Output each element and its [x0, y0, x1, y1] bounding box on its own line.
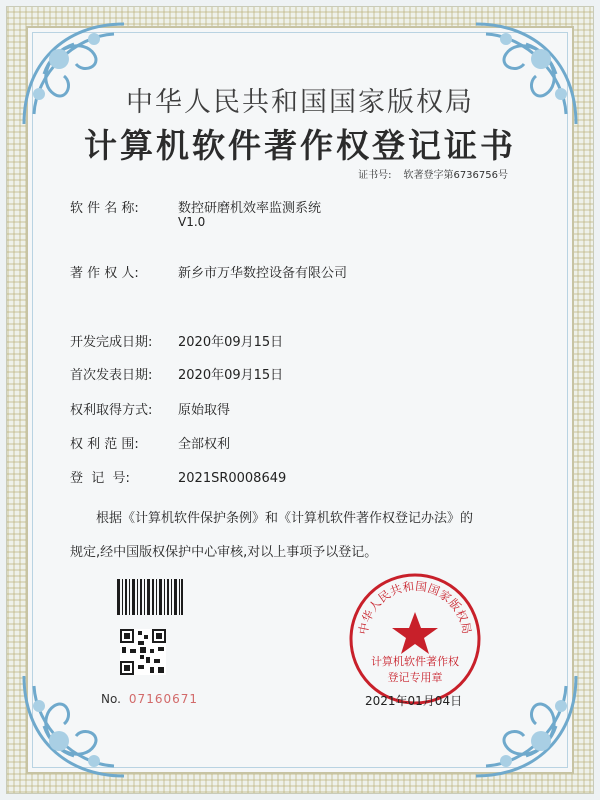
certificate-number [358, 166, 508, 181]
scope-value: 全部权利 [178, 437, 231, 452]
software-name-label: 软 件 名 称: [70, 201, 139, 216]
acquisition-label: 权利取得方式: [70, 403, 153, 418]
official-seal-stamp [346, 570, 484, 708]
corner-ornament-bottom-left [14, 666, 134, 786]
serial-number [101, 692, 198, 706]
statement-line-1: 根据《计算机软件保护条例》和《计算机软件著作权登记办法》的 [96, 511, 474, 526]
software-name-value: 数控研磨机效率监测系统 [178, 201, 322, 216]
certification-statement [70, 502, 530, 570]
software-version: V1.0 [178, 215, 206, 229]
statement-line-2: 规定,经中国版权保护中心审核,对以上事项予以登记。 [70, 545, 378, 560]
acquisition-value: 原始取得 [178, 403, 231, 418]
dev-date-row [70, 331, 283, 350]
dev-date-label: 开发完成日期: [70, 335, 153, 350]
seal-text-line-1: 计算机软件著作权 [371, 655, 459, 668]
registration-row [70, 467, 286, 486]
registration-number: 2021SR0008649 [178, 471, 287, 486]
dev-date-value: 2020年09月15日 [178, 335, 284, 350]
acquisition-row [70, 399, 230, 418]
issue-date: 2021年01月04日 [365, 694, 463, 708]
pub-date-label: 首次发表日期: [70, 368, 153, 383]
certificate-title: 计算机软件著作权登记证书 [84, 126, 516, 165]
owner-value: 新乡市万华数控设备有限公司 [178, 266, 348, 281]
pub-date-value: 2020年09月15日 [178, 368, 284, 383]
issuing-authority: 中华人民共和国国家版权局 [126, 87, 474, 118]
pub-date-row [70, 364, 283, 383]
scope-label: 权 利 范 围: [70, 437, 139, 452]
qr-code-image [120, 629, 166, 675]
software-name-row [70, 197, 321, 216]
serial-label: No. [101, 692, 121, 706]
owner-label: 著 作 权 人: [70, 266, 139, 281]
svg-text:中华人民共和国国家版权局: 中华人民共和国国家版权局 [355, 578, 475, 636]
barcode-image [117, 579, 183, 615]
certificate-number-label: 证书号: [358, 170, 392, 181]
owner-row [70, 262, 347, 281]
seal-text-line-2: 登记专用章 [387, 671, 443, 684]
certificate-number-value: 软著登字第6736756号 [403, 170, 508, 181]
scope-row [70, 433, 230, 452]
serial-value: 07160671 [128, 692, 198, 706]
registration-label: 登 记 号: [70, 471, 130, 486]
